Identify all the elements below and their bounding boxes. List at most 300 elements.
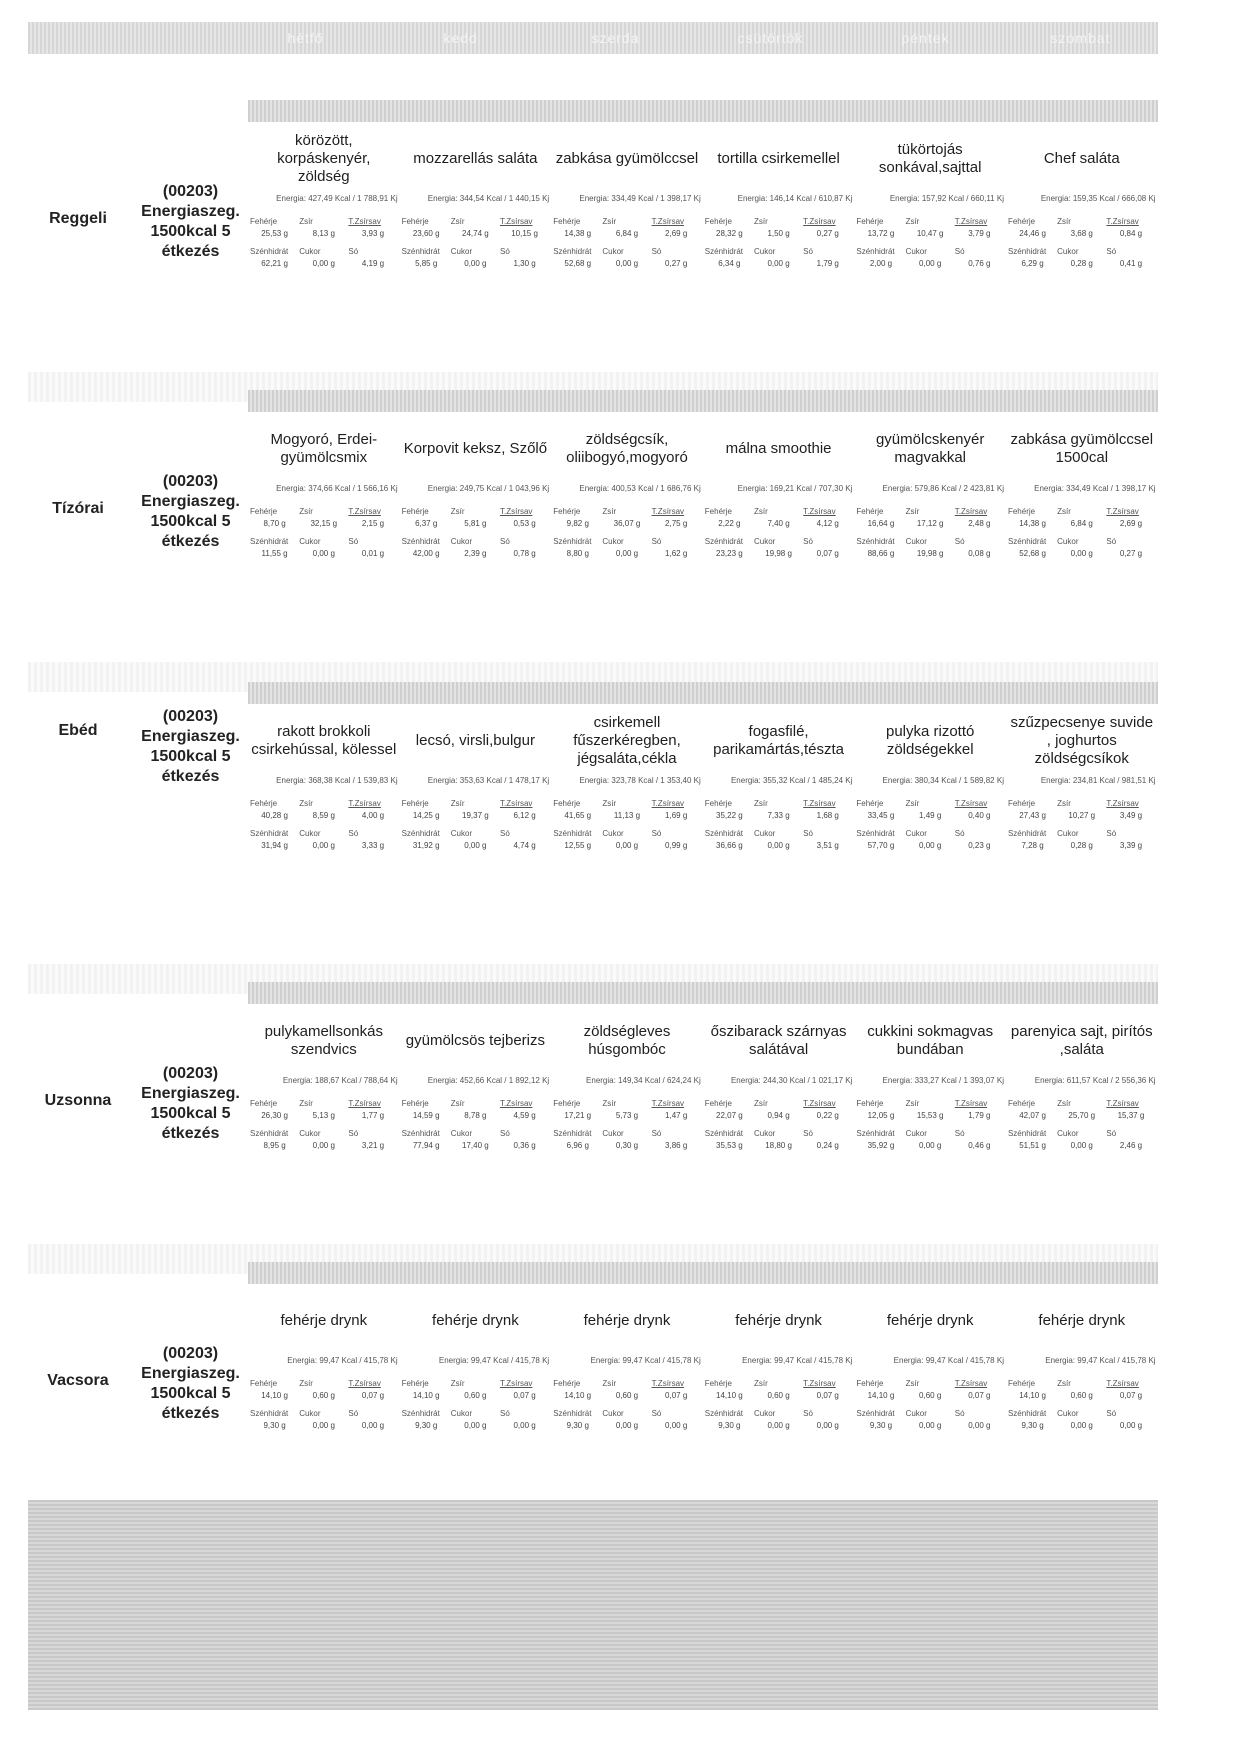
sugar-label: Cukor bbox=[450, 829, 473, 838]
meal-program: (00203) Energiaszeg. 1500kcal 5 étkezés bbox=[141, 708, 240, 785]
carb-label: Szénhidrát bbox=[401, 1129, 440, 1138]
sugar-label: Cukor bbox=[1057, 1409, 1079, 1418]
protein-label: Fehérje bbox=[250, 799, 278, 808]
salt-value: 3,21 g bbox=[361, 1141, 385, 1150]
dish-cell bbox=[1006, 1286, 1158, 1432]
sugar-label: Cukor bbox=[1057, 1129, 1079, 1138]
sugar-label: Cukor bbox=[905, 537, 927, 546]
protein-label: Fehérje bbox=[1007, 1379, 1036, 1388]
sugar-label: Cukor bbox=[753, 829, 776, 838]
sugar-value: 0,00 g bbox=[767, 1421, 790, 1430]
carb-label: Szénhidrát bbox=[553, 1409, 592, 1418]
protein-label: Fehérje bbox=[856, 1379, 884, 1388]
protein-value: 14,10 g bbox=[412, 1391, 440, 1400]
salt-label: Só bbox=[803, 1409, 813, 1418]
salt-label: Só bbox=[499, 1129, 510, 1138]
satfat-value: 0,84 g bbox=[1119, 229, 1143, 238]
carb-label: Szénhidrát bbox=[401, 1409, 440, 1418]
fat-label: Zsír bbox=[753, 1379, 768, 1388]
dish-energy: Energia: 99,47 Kcal / 415,78 Kj bbox=[287, 1356, 398, 1365]
dish-energy: Energia: 157,92 Kcal / 660,11 Kj bbox=[889, 194, 1004, 203]
satfat-value: 2,69 g bbox=[1119, 519, 1143, 528]
dish-name: zabkása gyümölccsel 1500cal bbox=[1010, 431, 1154, 466]
dish-cell bbox=[400, 414, 552, 560]
protein-label: Fehérje bbox=[553, 799, 581, 808]
satfat-label: T.Zsírsav bbox=[954, 217, 988, 226]
sugar-label: Cukor bbox=[299, 247, 321, 256]
dish-name: Korpovit keksz, Szőlő bbox=[403, 440, 548, 457]
carb-label: Szénhidrát bbox=[250, 1409, 289, 1418]
dish-name: parenyica sajt, pirítós ,saláta bbox=[1010, 1023, 1153, 1058]
fat-label: Zsír bbox=[753, 799, 768, 808]
salt-label: Só bbox=[1106, 1409, 1117, 1418]
protein-label: Fehérje bbox=[1007, 1099, 1036, 1108]
fat-label: Zsír bbox=[602, 1099, 617, 1108]
dish-columns bbox=[248, 124, 1158, 270]
dish-energy: Energia: 169,21 Kcal / 707,30 Kj bbox=[737, 484, 853, 493]
satfat-value: 2,48 g bbox=[968, 519, 991, 528]
nutrition-grid bbox=[1008, 1378, 1156, 1432]
satfat-value: 1,47 g bbox=[665, 1111, 688, 1120]
salt-value: 3,39 g bbox=[1119, 841, 1143, 850]
fat-value: 32,15 g bbox=[310, 519, 338, 528]
salt-label: Só bbox=[1106, 247, 1117, 256]
salt-value: 2,46 g bbox=[1119, 1141, 1143, 1150]
salt-value: 0,76 g bbox=[968, 259, 991, 268]
meal-name: Vacsora bbox=[47, 1372, 109, 1389]
carb-value: 9,30 g bbox=[415, 1421, 438, 1430]
satfat-label: T.Zsírsav bbox=[954, 799, 988, 808]
protein-value: 35,22 g bbox=[716, 811, 743, 820]
dish-columns bbox=[248, 1006, 1158, 1152]
carb-value: 23,23 g bbox=[716, 549, 743, 558]
salt-value: 1,30 g bbox=[513, 259, 536, 268]
dish-energy: Energia: 323,78 Kcal / 1 353,40 Kj bbox=[579, 776, 701, 785]
dish-cell bbox=[248, 124, 400, 270]
protein-label: Fehérje bbox=[250, 217, 278, 226]
sugar-value: 2,39 g bbox=[464, 549, 487, 558]
dish-name: Mogyoró, Erdei-gyümölcsmix bbox=[270, 431, 378, 466]
satfat-value: 0,07 g bbox=[665, 1391, 688, 1400]
dish-name: fehérje drynk bbox=[583, 1312, 671, 1329]
carb-label: Szénhidrát bbox=[704, 1129, 744, 1138]
carb-value: 88,66 g bbox=[867, 549, 895, 558]
dish-name: őszibarack szárnyas salátával bbox=[710, 1023, 847, 1058]
dish-name: fehérje drynk bbox=[280, 1312, 368, 1329]
nutrition-grid bbox=[553, 216, 701, 270]
protein-label: Fehérje bbox=[401, 799, 429, 808]
nutrition-grid bbox=[553, 1378, 701, 1432]
meal-row bbox=[28, 682, 1158, 962]
fat-value: 0,60 g bbox=[767, 1391, 790, 1400]
sugar-label: Cukor bbox=[450, 537, 473, 546]
sugar-label: Cukor bbox=[450, 247, 473, 256]
fat-label: Zsír bbox=[905, 507, 920, 516]
fat-value: 0,60 g bbox=[615, 1391, 639, 1400]
carb-label: Szénhidrát bbox=[1007, 1129, 1047, 1138]
salt-label: Só bbox=[651, 1409, 662, 1418]
nutrition-grid bbox=[1008, 216, 1156, 270]
satfat-label: T.Zsírsav bbox=[348, 1379, 381, 1388]
dish-energy: Energia: 374,66 Kcal / 1 566,16 Kj bbox=[276, 484, 398, 493]
satfat-value: 1,68 g bbox=[816, 811, 839, 820]
dish-name: fehérje drynk bbox=[1038, 1312, 1126, 1329]
carb-value: 77,94 g bbox=[412, 1141, 440, 1150]
protein-value: 14,10 g bbox=[564, 1391, 592, 1400]
dish-cell bbox=[703, 414, 855, 560]
fat-label: Zsír bbox=[299, 1379, 313, 1388]
dish-energy: Energia: 99,47 Kcal / 415,78 Kj bbox=[438, 1356, 550, 1365]
dish-cell bbox=[551, 1286, 703, 1432]
sugar-label: Cukor bbox=[1057, 247, 1079, 256]
protein-value: 14,10 g bbox=[867, 1391, 895, 1400]
carb-label: Szénhidrát bbox=[553, 537, 592, 546]
salt-value: 0,07 g bbox=[816, 549, 839, 558]
sugar-label: Cukor bbox=[299, 537, 321, 546]
satfat-label: T.Zsírsav bbox=[499, 1099, 533, 1108]
nutrition-grid bbox=[705, 506, 853, 560]
sugar-label: Cukor bbox=[450, 1409, 473, 1418]
carb-label: Szénhidrát bbox=[401, 247, 440, 256]
protein-label: Fehérje bbox=[250, 1379, 278, 1388]
protein-value: 13,72 g bbox=[867, 229, 895, 238]
dish-name: rakott brokkoli csirkehússal, kölessel bbox=[251, 723, 397, 758]
nutrition-grid bbox=[705, 1098, 853, 1152]
fat-label: Zsír bbox=[1057, 1099, 1071, 1108]
sugar-label: Cukor bbox=[602, 1129, 624, 1138]
protein-value: 6,37 g bbox=[415, 519, 438, 528]
sugar-value: 0,00 g bbox=[919, 1421, 942, 1430]
protein-value: 14,25 g bbox=[412, 811, 440, 820]
salt-value: 3,33 g bbox=[361, 841, 385, 850]
protein-value: 25,53 g bbox=[261, 229, 288, 238]
carb-value: 31,94 g bbox=[261, 841, 288, 850]
fat-label: Zsír bbox=[299, 217, 313, 226]
dish-cell bbox=[248, 1286, 400, 1432]
nutrition-grid bbox=[402, 798, 550, 852]
sugar-value: 0,28 g bbox=[1070, 259, 1093, 268]
sugar-value: 0,00 g bbox=[312, 1141, 335, 1150]
fat-value: 8,13 g bbox=[312, 229, 335, 238]
fat-label: Zsír bbox=[602, 1379, 617, 1388]
protein-label: Fehérje bbox=[704, 1099, 732, 1108]
sugar-value: 0,00 g bbox=[919, 841, 942, 850]
fat-value: 0,60 g bbox=[464, 1391, 487, 1400]
dish-energy: Energia: 99,47 Kcal / 415,78 Kj bbox=[742, 1356, 853, 1365]
satfat-label: T.Zsírsav bbox=[803, 507, 836, 516]
dish-energy: Energia: 452,66 Kcal / 1 892,12 Kj bbox=[427, 1076, 550, 1085]
salt-value: 0,41 g bbox=[1119, 259, 1143, 268]
fat-label: Zsír bbox=[450, 217, 465, 226]
sugar-value: 0,00 g bbox=[767, 259, 790, 268]
protein-label: Fehérje bbox=[250, 1099, 278, 1108]
sugar-label: Cukor bbox=[299, 829, 321, 838]
sugar-value: 0,00 g bbox=[615, 259, 639, 268]
dish-name: Chef saláta bbox=[1043, 150, 1120, 167]
day-friday: péntek bbox=[901, 30, 950, 46]
dish-energy: Energia: 149,34 Kcal / 624,24 Kj bbox=[586, 1076, 701, 1085]
salt-label: Só bbox=[499, 537, 510, 546]
satfat-value: 0,22 g bbox=[816, 1111, 839, 1120]
fat-label: Zsír bbox=[1057, 799, 1071, 808]
fat-label: Zsír bbox=[450, 1099, 465, 1108]
carb-label: Szénhidrát bbox=[704, 247, 744, 256]
carb-value: 52,68 g bbox=[1019, 549, 1046, 558]
carb-label: Szénhidrát bbox=[856, 829, 895, 838]
dish-cell bbox=[1006, 1006, 1158, 1152]
salt-value: 4,19 g bbox=[361, 259, 385, 268]
satfat-value: 0,27 g bbox=[816, 229, 839, 238]
salt-label: Só bbox=[1106, 829, 1117, 838]
fat-label: Zsír bbox=[450, 507, 465, 516]
carb-label: Szénhidrát bbox=[704, 1409, 744, 1418]
protein-label: Fehérje bbox=[856, 507, 884, 516]
satfat-label: T.Zsírsav bbox=[348, 799, 381, 808]
carb-value: 2,00 g bbox=[869, 259, 893, 268]
dish-energy: Energia: 99,47 Kcal / 415,78 Kj bbox=[1045, 1356, 1156, 1365]
satfat-label: T.Zsírsav bbox=[499, 799, 533, 808]
dish-name: mozzarellás saláta bbox=[413, 150, 538, 167]
dish-cell bbox=[400, 1006, 552, 1152]
sugar-label: Cukor bbox=[602, 1409, 624, 1418]
dish-energy: Energia: 344,54 Kcal / 1 440,15 Kj bbox=[427, 194, 550, 203]
sugar-value: 0,00 g bbox=[464, 1421, 487, 1430]
carb-label: Szénhidrát bbox=[250, 1129, 289, 1138]
dish-name: fehérje drynk bbox=[432, 1312, 519, 1329]
sugar-value: 0,00 g bbox=[464, 259, 487, 268]
sugar-label: Cukor bbox=[753, 1129, 776, 1138]
nutrition-grid bbox=[250, 216, 398, 270]
salt-label: Só bbox=[803, 247, 813, 256]
sugar-value: 18,80 g bbox=[765, 1141, 792, 1150]
sugar-label: Cukor bbox=[905, 1129, 927, 1138]
salt-value: 0,27 g bbox=[1119, 549, 1143, 558]
satfat-label: T.Zsírsav bbox=[954, 1099, 988, 1108]
dish-name: tortilla csirkemellel bbox=[717, 150, 840, 167]
sugar-value: 0,28 g bbox=[1070, 841, 1093, 850]
fat-value: 5,81 g bbox=[464, 519, 487, 528]
salt-label: Só bbox=[499, 829, 510, 838]
carb-value: 7,28 g bbox=[1021, 841, 1044, 850]
protein-value: 28,32 g bbox=[716, 229, 743, 238]
salt-label: Só bbox=[954, 247, 965, 256]
sugar-label: Cukor bbox=[1057, 829, 1079, 838]
fat-label: Zsír bbox=[1057, 507, 1071, 516]
carb-value: 11,55 g bbox=[261, 549, 288, 558]
nutrition-grid bbox=[402, 1378, 550, 1432]
salt-label: Só bbox=[651, 829, 662, 838]
salt-label: Só bbox=[954, 1129, 965, 1138]
dish-name: fehérje drynk bbox=[886, 1312, 974, 1329]
protein-value: 2,22 g bbox=[718, 519, 741, 528]
carb-value: 9,30 g bbox=[869, 1421, 893, 1430]
protein-value: 33,45 g bbox=[867, 811, 895, 820]
sugar-label: Cukor bbox=[602, 247, 624, 256]
carb-value: 8,95 g bbox=[263, 1141, 286, 1150]
sugar-label: Cukor bbox=[299, 1129, 321, 1138]
dish-cell bbox=[248, 1006, 400, 1152]
meal-program: (00203) Energiaszeg. 1500kcal 5 étkezés bbox=[141, 473, 240, 550]
sugar-value: 19,98 g bbox=[765, 549, 792, 558]
fat-label: Zsír bbox=[753, 217, 768, 226]
carb-value: 5,85 g bbox=[415, 259, 438, 268]
protein-value: 14,10 g bbox=[1019, 1391, 1046, 1400]
salt-label: Só bbox=[348, 537, 359, 546]
sugar-label: Cukor bbox=[753, 1409, 776, 1418]
dish-name: zöldségcsík, oliibogyó,mogyoró bbox=[566, 431, 688, 466]
day-header bbox=[28, 22, 1158, 54]
satfat-label: T.Zsírsav bbox=[803, 217, 836, 226]
dish-energy: Energia: 334,49 Kcal / 1 398,17 Kj bbox=[579, 194, 701, 203]
sugar-label: Cukor bbox=[450, 1129, 473, 1138]
satfat-value: 0,07 g bbox=[1119, 1391, 1143, 1400]
fat-value: 8,78 g bbox=[464, 1111, 487, 1120]
dish-energy: Energia: 400,53 Kcal / 1 686,76 Kj bbox=[579, 484, 701, 493]
footer-band bbox=[28, 1500, 1158, 1710]
sugar-value: 0,00 g bbox=[615, 549, 639, 558]
satfat-value: 0,53 g bbox=[513, 519, 536, 528]
dish-name: szűzpecsenye suvide , joghurtos zöldségcsíkok bbox=[1010, 714, 1154, 767]
salt-value: 0,00 g bbox=[361, 1421, 385, 1430]
protein-label: Fehérje bbox=[553, 1379, 581, 1388]
sugar-value: 0,00 g bbox=[615, 1421, 639, 1430]
satfat-label: T.Zsírsav bbox=[651, 799, 685, 808]
protein-value: 40,28 g bbox=[261, 811, 288, 820]
nutrition-grid bbox=[250, 1098, 398, 1152]
protein-label: Fehérje bbox=[250, 507, 278, 516]
protein-label: Fehérje bbox=[704, 507, 732, 516]
salt-value: 0,01 g bbox=[361, 549, 385, 558]
dish-energy: Energia: 368,38 Kcal / 1 539,83 Kj bbox=[276, 776, 398, 785]
salt-label: Só bbox=[651, 247, 662, 256]
dish-name: málna smoothie bbox=[725, 440, 832, 457]
dish-cell bbox=[248, 706, 400, 852]
fat-label: Zsír bbox=[905, 799, 920, 808]
protein-label: Fehérje bbox=[553, 1099, 581, 1108]
fat-value: 0,94 g bbox=[767, 1111, 790, 1120]
satfat-value: 15,37 g bbox=[1117, 1111, 1145, 1120]
protein-value: 23,60 g bbox=[412, 229, 440, 238]
nutrition-grid bbox=[250, 798, 398, 852]
salt-value: 0,27 g bbox=[665, 259, 688, 268]
protein-value: 12,05 g bbox=[867, 1111, 895, 1120]
satfat-value: 3,93 g bbox=[361, 229, 385, 238]
day-header-spacer bbox=[28, 22, 228, 54]
salt-label: Só bbox=[499, 247, 510, 256]
salt-value: 0,00 g bbox=[968, 1421, 991, 1430]
dish-cell bbox=[400, 1286, 552, 1432]
fat-label: Zsír bbox=[905, 1099, 920, 1108]
sugar-label: Cukor bbox=[299, 1409, 321, 1418]
carb-label: Szénhidrát bbox=[1007, 247, 1047, 256]
protein-value: 14,59 g bbox=[412, 1111, 440, 1120]
salt-value: 4,74 g bbox=[513, 841, 536, 850]
protein-label: Fehérje bbox=[401, 507, 429, 516]
carb-label: Szénhidrát bbox=[553, 829, 592, 838]
protein-label: Fehérje bbox=[401, 1099, 429, 1108]
fat-value: 24,74 g bbox=[462, 229, 489, 238]
protein-value: 41,65 g bbox=[564, 811, 592, 820]
dish-name: zabkása gyümölccsel bbox=[555, 150, 699, 167]
dish-cell bbox=[1006, 124, 1158, 270]
nutrition-grid bbox=[402, 216, 550, 270]
dish-cell bbox=[1006, 706, 1158, 852]
meal-program: (00203) Energiaszeg. 1500kcal 5 étkezés bbox=[141, 1065, 240, 1142]
meal-name: Ebéd bbox=[58, 722, 98, 739]
sugar-label: Cukor bbox=[905, 1409, 927, 1418]
protein-value: 17,21 g bbox=[564, 1111, 592, 1120]
salt-label: Só bbox=[348, 1129, 359, 1138]
nutrition-grid bbox=[250, 1378, 398, 1432]
meal-row bbox=[28, 1262, 1158, 1512]
protein-label: Fehérje bbox=[553, 507, 581, 516]
satfat-value: 0,07 g bbox=[513, 1391, 536, 1400]
salt-label: Só bbox=[803, 1129, 813, 1138]
fat-value: 0,60 g bbox=[312, 1391, 335, 1400]
satfat-value: 3,79 g bbox=[968, 229, 991, 238]
protein-value: 42,07 g bbox=[1019, 1111, 1046, 1120]
carb-value: 36,66 g bbox=[716, 841, 743, 850]
fat-value: 5,73 g bbox=[615, 1111, 639, 1120]
salt-value: 0,36 g bbox=[513, 1141, 536, 1150]
day-wednesday: szerda bbox=[591, 30, 640, 46]
salt-value: 0,99 g bbox=[665, 841, 688, 850]
salt-label: Só bbox=[499, 1409, 510, 1418]
salt-value: 0,00 g bbox=[513, 1421, 536, 1430]
salt-value: 1,79 g bbox=[816, 259, 839, 268]
carb-value: 62,21 g bbox=[261, 259, 288, 268]
satfat-value: 3,49 g bbox=[1119, 811, 1143, 820]
carb-label: Szénhidrát bbox=[250, 247, 289, 256]
carb-label: Szénhidrát bbox=[704, 829, 744, 838]
satfat-label: T.Zsírsav bbox=[1106, 799, 1139, 808]
dish-cell bbox=[400, 124, 552, 270]
nutrition-grid bbox=[553, 798, 701, 852]
salt-label: Só bbox=[348, 247, 359, 256]
protein-label: Fehérje bbox=[1007, 507, 1036, 516]
sugar-value: 0,00 g bbox=[464, 841, 487, 850]
dish-cell bbox=[854, 1006, 1006, 1152]
satfat-label: T.Zsírsav bbox=[803, 799, 836, 808]
dish-name: gyümölcskenyér magvakkal bbox=[875, 431, 985, 466]
nutrition-grid bbox=[856, 1098, 1004, 1152]
nutrition-grid bbox=[1008, 1098, 1156, 1152]
satfat-value: 1,77 g bbox=[361, 1111, 385, 1120]
satfat-value: 2,15 g bbox=[361, 519, 385, 528]
dish-energy: Energia: 579,86 Kcal / 2 423,81 Kj bbox=[882, 484, 1004, 493]
dish-energy: Energia: 188,67 Kcal / 788,64 Kj bbox=[282, 1076, 398, 1085]
carb-value: 9,30 g bbox=[1021, 1421, 1044, 1430]
salt-label: Só bbox=[651, 537, 662, 546]
sugar-value: 0,00 g bbox=[1070, 1141, 1093, 1150]
dish-energy: Energia: 234,81 Kcal / 981,51 Kj bbox=[1040, 776, 1156, 785]
carb-label: Szénhidrát bbox=[704, 537, 744, 546]
sugar-label: Cukor bbox=[905, 247, 927, 256]
satfat-label: T.Zsírsav bbox=[803, 1379, 836, 1388]
meal-row bbox=[28, 390, 1158, 660]
sugar-label: Cukor bbox=[905, 829, 927, 838]
fat-label: Zsír bbox=[1057, 217, 1071, 226]
carb-value: 52,68 g bbox=[564, 259, 592, 268]
salt-label: Só bbox=[803, 829, 813, 838]
nutrition-grid bbox=[856, 1378, 1004, 1432]
dish-energy: Energia: 611,57 Kcal / 2 556,36 Kj bbox=[1034, 1076, 1156, 1085]
dish-cell bbox=[703, 1286, 855, 1432]
meal-bar bbox=[248, 390, 1158, 412]
fat-label: Zsír bbox=[299, 799, 313, 808]
sugar-value: 0,00 g bbox=[1070, 549, 1093, 558]
carb-value: 42,00 g bbox=[412, 549, 440, 558]
